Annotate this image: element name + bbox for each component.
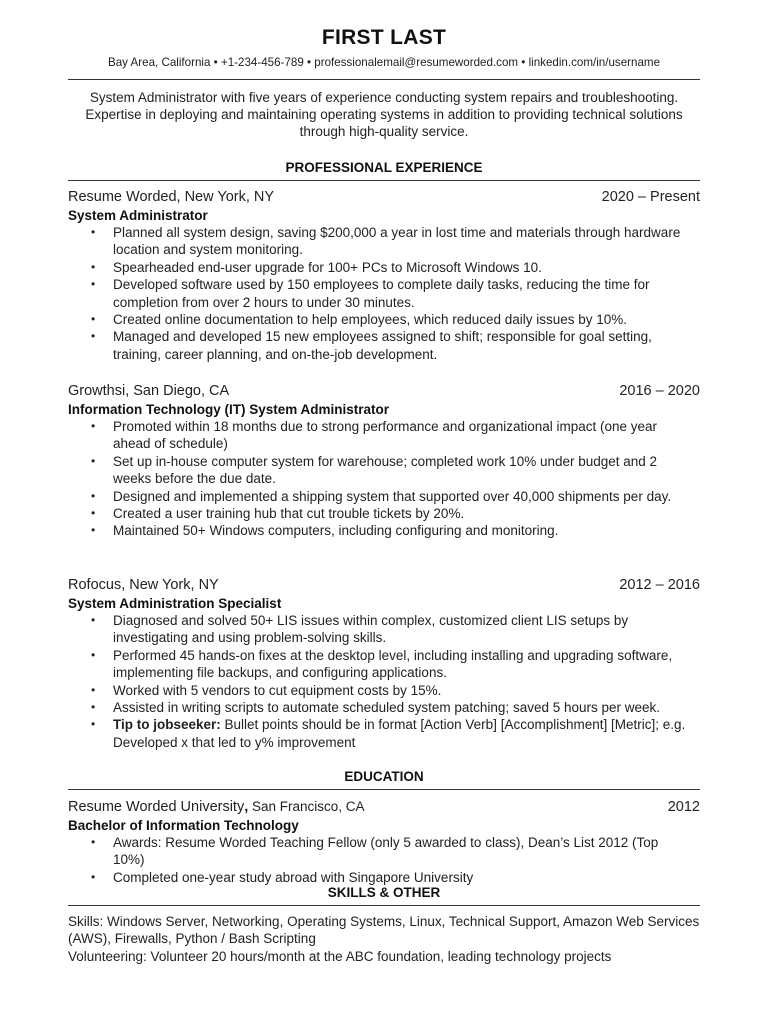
job-bullets — [68, 224, 700, 363]
job-entry-rofocus — [68, 576, 700, 751]
header-divider — [68, 79, 700, 80]
bullet-item: • Promoted within 18 months due to strong performance and organizational impact (one year ahead of schedule) — [113, 418, 700, 453]
bullet-item: • Completed one-year study abroad with Singapore University — [113, 869, 700, 886]
skills-line: Skills: Windows Server, Networking, Operating Systems, Linux, Technical Support, Amazon Web Services (AWS), Firewalls, Python / Bash Scripting — [68, 914, 700, 947]
experience-section-title: PROFESSIONAL EXPERIENCE — [285, 160, 483, 175]
experience-divider — [68, 180, 700, 181]
bullet-item: • Performed 45 hands-on fixes at the desktop level, including installing and upgrading software, implementing file backups, and configuring applications. — [113, 647, 700, 682]
tip-bullet — [113, 716, 700, 751]
bullet-item: • Assisted in writing scripts to automate scheduled system patching; saved 5 hours per week. — [113, 699, 700, 716]
job-bullets — [68, 612, 700, 751]
tip-text: Bullet points should be in format [Action Verb] [Accomplishment] [Metric]; e.g. Developed x that led to y% improvement — [113, 717, 686, 750]
summary-paragraph: System Administrator with five years of experience conducting system repairs and troubleshooting. Expertise in deploying and maintaining operating systems in addition to providing technical solutions through high-quality service. — [85, 90, 683, 139]
skills-divider — [68, 905, 700, 906]
contact-line: Bay Area, California • +1-234-456-789 • professionalemail@resumeworded.com • linkedin.com/in/username — [107, 56, 661, 69]
job-role: System Administrator — [68, 208, 208, 223]
job-bullets — [68, 418, 700, 540]
education-entry — [68, 797, 700, 886]
job-entry-resume-worded — [68, 188, 700, 363]
education-divider — [68, 789, 700, 790]
bullet-item: • Maintained 50+ Windows computers, including configuring and monitoring. — [113, 522, 700, 539]
bullet-item: • Developed software used by 150 employees to complete daily tasks, reducing the time for completion from over 2 hours to under 30 minutes. — [113, 276, 700, 311]
bullet-item: • Awards: Resume Worded Teaching Fellow (only 5 awarded to class), Dean’s List 2012 (Top 10%) — [113, 834, 700, 869]
bullet-item: • Diagnosed and solved 50+ LIS issues within complex, customized client LIS setups by investigating and using problem-solving skills. — [113, 612, 700, 647]
education-degree: Bachelor of Information Technology — [68, 818, 299, 833]
bullet-item: • Planned all system design, saving $200,000 a year in lost time and materials through hardware location and system monitoring. — [113, 224, 700, 259]
bullet-item: • Managed and developed 15 new employees assigned to shift; responsible for goal setting, training, career planning, and on-the-job development. — [113, 328, 700, 363]
job-dates: 2020 – Present — [601, 189, 700, 205]
school-location: San Francisco, CA — [248, 799, 365, 814]
bullet-item: • Spearheaded end-user upgrade for 100+ PCs to Microsoft Windows 10. — [113, 259, 700, 276]
education-bullets — [68, 834, 700, 886]
job-dates: 2016 – 2020 — [619, 383, 700, 399]
skills-block — [68, 913, 700, 965]
education-school-line — [68, 797, 365, 817]
job-dates: 2012 – 2016 — [619, 577, 700, 593]
candidate-name: FIRST LAST — [321, 26, 447, 49]
job-company: Rofocus, New York, NY — [68, 577, 219, 593]
job-role: System Administration Specialist — [68, 596, 282, 611]
education-section-title: EDUCATION — [344, 769, 424, 784]
job-entry-growthsi — [68, 382, 700, 540]
bullet-item: • Created a user training hub that cut trouble tickets by 20%. — [113, 505, 700, 522]
job-company: Resume Worded, New York, NY — [68, 189, 275, 205]
school-name: Resume Worded University — [68, 799, 245, 815]
tip-label: Tip to jobseeker: — [113, 717, 221, 733]
job-role: Information Technology (IT) System Administrator — [68, 402, 390, 417]
education-year: 2012 — [667, 799, 700, 815]
job-company: Growthsi, San Diego, CA — [68, 383, 230, 399]
skills-section-title: SKILLS & OTHER — [327, 885, 441, 900]
bullet-item: • Created online documentation to help employees, which reduced daily issues by 10%. — [113, 311, 700, 328]
bullet-item: • Designed and implemented a shipping system that supported over 40,000 shipments per day. — [113, 488, 700, 505]
volunteering-line: Volunteering: Volunteer 20 hours/month at the ABC foundation, leading technology projects — [68, 948, 612, 964]
bullet-item: • Worked with 5 vendors to cut equipment costs by 15%. — [113, 682, 700, 699]
bullet-item: • Set up in-house computer system for warehouse; completed work 10% under budget and 2 weeks before the due date. — [113, 453, 700, 488]
school-comma: , — [244, 799, 249, 815]
